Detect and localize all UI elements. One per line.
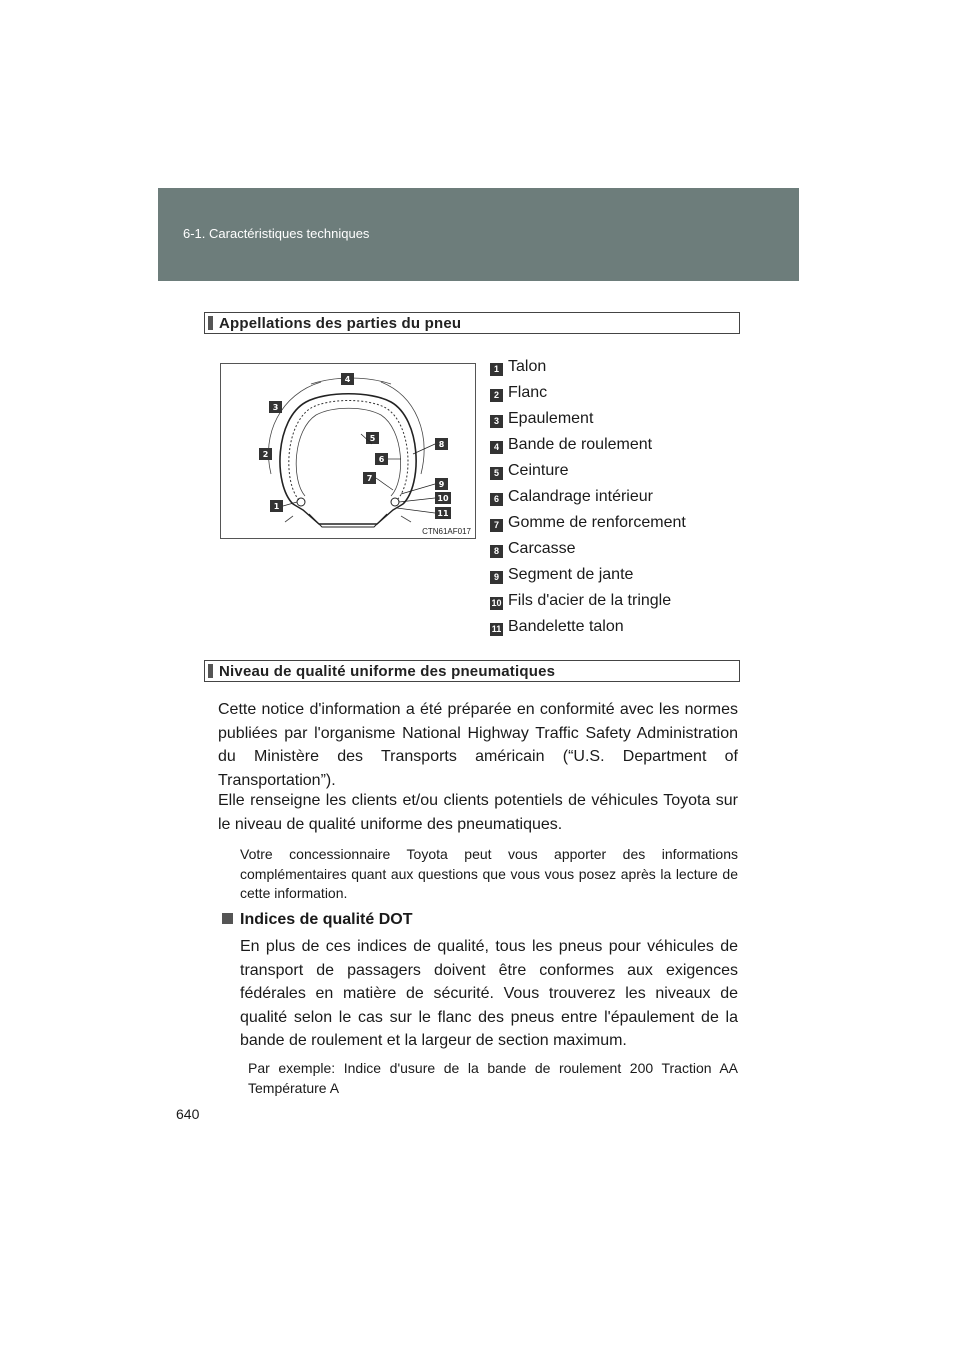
note-dealer: Votre concessionnaire Toyota peut vous apporter des informations complémentaires quant aux questions que vous vous posez après la lecture de cette information.	[240, 846, 738, 901]
tire-diagram	[220, 363, 476, 539]
legend-label: Epaulement	[508, 410, 594, 427]
svg-text:5: 5	[369, 434, 376, 443]
legend-number: 4	[490, 441, 503, 454]
svg-text:1: 1	[273, 502, 280, 511]
legend-label: Fils d'acier de la tringle	[508, 592, 672, 609]
header-band	[158, 188, 799, 281]
legend-label: Carcasse	[508, 540, 576, 557]
legend-number: 5	[490, 467, 503, 480]
legend-label: Bandelette talon	[508, 618, 624, 635]
svg-text:3: 3	[272, 403, 279, 412]
svg-text:10: 10	[437, 494, 449, 503]
legend-label: Talon	[508, 358, 547, 375]
paragraph-dot: En plus de ces indices de qualité, tous les pneus pour véhicules de transport de passagers doivent être conformes aux exigences fédérales en matière de sécurité. Vous trouverez les niveaux de qualité selon le cas sur le flanc des pneus entre l'épaulement de la bande de roulement et la largeur de section maximum.	[240, 938, 738, 1050]
legend-label: Ceinture	[508, 462, 569, 479]
legend-label: Calandrage intérieur	[508, 488, 653, 505]
svg-text:7: 7	[366, 474, 373, 483]
paragraph-intro: Cette notice d'information a été préparée en conformité avec les normes publiées par l'organisme National Highway Traffic Safety Administration du Ministère des Transports américain (“U.S. Department of Transportation”).	[218, 701, 738, 789]
section-heading-uniform-quality	[204, 660, 740, 682]
legend-number: 1	[490, 363, 503, 376]
legend-number: 2	[490, 389, 503, 402]
svg-text:2: 2	[262, 450, 269, 459]
example-text: Par exemple: Indice d'usure de la bande de roulement 200 Traction AA Température A	[248, 1060, 738, 1096]
legend-number: 10	[491, 598, 502, 608]
tire-cross-section-drawing	[221, 364, 475, 538]
heading-marker	[208, 316, 213, 330]
legend-label: Bande de roulement	[508, 436, 653, 453]
breadcrumb: 6-1. Caractéristiques techniques	[183, 226, 370, 241]
legend-number: 9	[490, 571, 503, 584]
legend-number: 6	[490, 493, 503, 506]
paragraph-purpose: Elle renseigne les clients et/ou clients potentiels de véhicules Toyota sur le niveau de qualité uniforme des pneumatiques.	[218, 792, 738, 833]
legend-number: 7	[490, 519, 503, 532]
legend-number: 8	[490, 545, 503, 558]
heading-marker	[208, 664, 213, 678]
subheading-dot	[222, 911, 412, 929]
legend-label: Flanc	[508, 384, 548, 401]
page-number: 640	[176, 1106, 200, 1122]
svg-text:4: 4	[344, 375, 351, 384]
legend-number: 11	[491, 624, 502, 634]
subheading-text: Indices de qualité DOT	[240, 911, 413, 928]
svg-text:11: 11	[437, 509, 449, 518]
legend-label: Segment de jante	[508, 566, 634, 583]
figure-code: CTN61AF017	[422, 527, 471, 536]
subheading-square-icon	[222, 913, 233, 924]
svg-text:6: 6	[378, 455, 385, 464]
legend-label: Gomme de renforcement	[508, 514, 686, 531]
legend-number: 3	[490, 415, 503, 428]
section-title: Niveau de qualité uniforme des pneumatiques	[219, 663, 556, 680]
section-title: Appellations des parties du pneu	[219, 315, 462, 332]
section-heading-tire-parts	[204, 312, 740, 334]
svg-text:9: 9	[438, 480, 445, 489]
svg-text:8: 8	[438, 440, 445, 449]
